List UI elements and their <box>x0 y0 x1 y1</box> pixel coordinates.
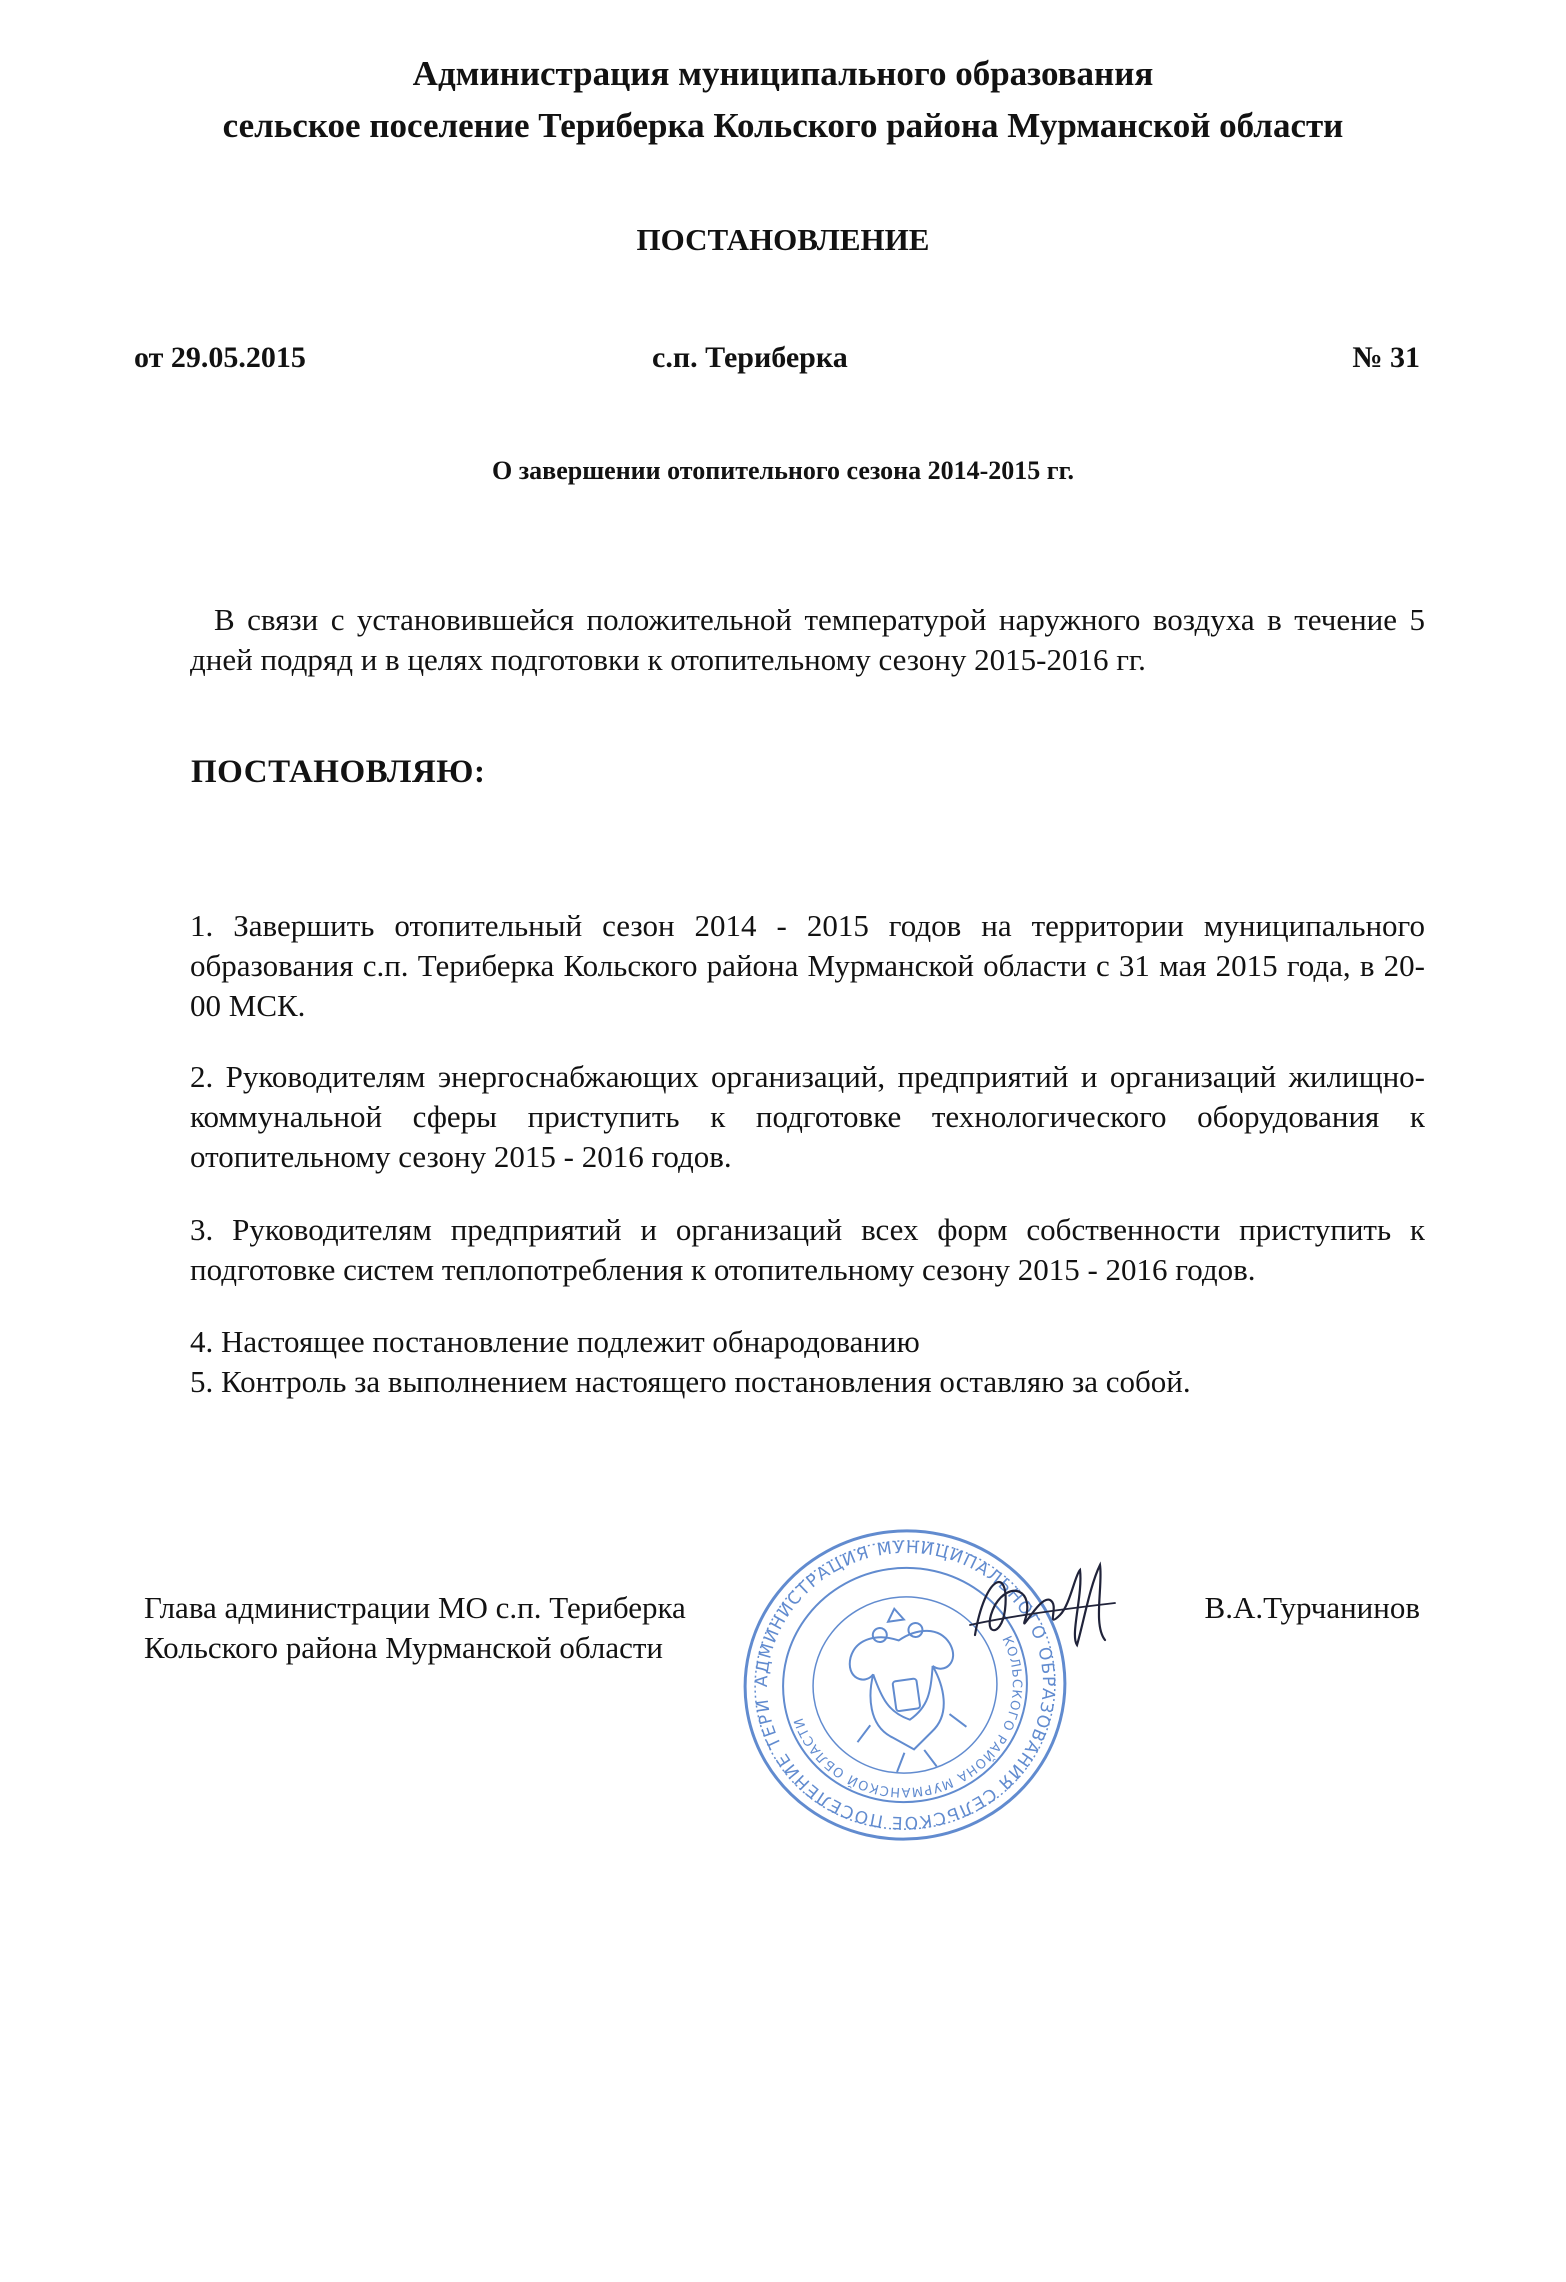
document-type-title: ПОСТАНОВЛЕНИЕ <box>636 222 930 257</box>
decree-item-4: 4. Настоящее постановление подлежит обнародованию <box>190 1324 920 1359</box>
decree-item-2: 2. Руководителям энергоснабжающих организаций, предприятий и организаций жилищно-коммунальной сферы приступить к подготовке технологического оборудования к отопительному сезону 2015 - 2016 годов. <box>190 1059 1425 1174</box>
header-line-2: сельское поселение Териберка Кольского района Мурманской области <box>222 106 1344 145</box>
signatory-position-line-2: Кольского района Мурманской области <box>144 1630 664 1665</box>
handwritten-signature <box>965 1555 1125 1665</box>
signatory-name: В.А.Турчанинов <box>1204 1590 1420 1625</box>
header-line-1: Администрация муниципального образования <box>412 54 1154 93</box>
seal-outer-text: АДМИНИСТРАЦИЯ МУНИЦИПАЛЬНОГО ОБРАЗОВАНИЯ СЕЛЬСКОЕ ПОСЕЛЕНИЕ ТЕРИБЕРКА <box>751 1537 1058 1833</box>
signatory-position <box>144 1588 686 1668</box>
document-number: № 31 <box>1352 341 1420 374</box>
seal-inner-text: КОЛЬСКОГО РАЙОНА МУРМАНСКОЙ ОБЛАСТИ <box>791 1633 1024 1800</box>
coat-of-arms-icon <box>840 1601 971 1777</box>
intro-paragraph: В связи с установившейся положительной температурой наружного воздуха в течение 5 дней подряд и в целях подготовки к отопительному сезону 2015-2016 гг. <box>190 602 1425 677</box>
signatory-position-line-1: Глава администрации МО с.п. Териберка <box>144 1590 686 1625</box>
decree-item-5: 5. Контроль за выполнением настоящего постановления оставляю за собой. <box>190 1364 1191 1399</box>
document-subject: О завершении отопительного сезона 2014-2015 гг. <box>492 456 1074 485</box>
document-date: от 29.05.2015 <box>134 341 306 374</box>
decree-item-3: 3. Руководителям предприятий и организаций всех форм собственности приступить к подготовке систем теплопотребления к отопительному сезону 2015 - 2016 годов. <box>190 1212 1425 1287</box>
decree-item-1: 1. Завершить отопительный сезон 2014 - 2015 годов на территории муниципального образования с.п. Териберка Кольского района Мурманской области с 31 мая 2015 года, в 20-00 МСК. <box>190 908 1425 1023</box>
document-place: с.п. Териберка <box>652 341 848 374</box>
decree-heading: ПОСТАНОВЛЯЮ: <box>191 754 486 790</box>
